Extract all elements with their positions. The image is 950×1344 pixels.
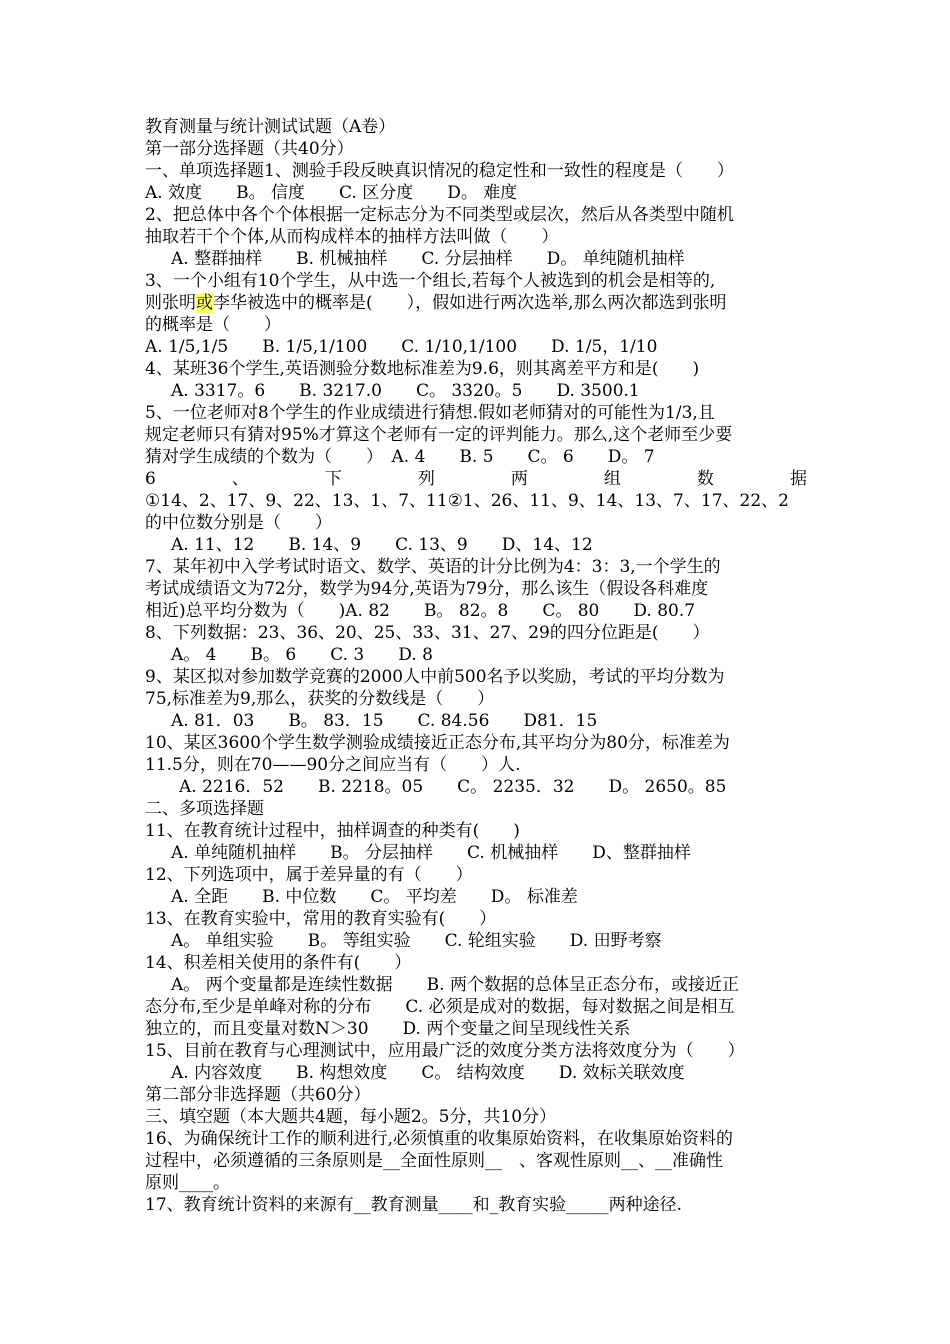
exam-title: 教育测量与统计测试试题（A卷）: [145, 117, 396, 137]
question-12-options: A. 全距 B. 中位数 C。 平均差 D。 标准差: [171, 887, 578, 907]
question-9-options: A. 81．03 B。 83．15 C. 84.56 D81．15: [171, 711, 598, 731]
question-16-cont2: 原则____。: [145, 1173, 230, 1193]
question-9: 9、某区拟对参加数学竞赛的2000人中前500名予以奖励，考试的平均分数为: [145, 667, 725, 687]
question-15: 15、目前在教育与心理测试中，应用最广泛的效度分类方法将效度分为（ ）: [145, 1041, 745, 1061]
text-run: 则张明: [145, 293, 196, 313]
question-16-cont: 过程中，必须遵循的三条原则是__全面性原则__ 、客观性原则__、__准确性: [145, 1151, 723, 1171]
document-body: [145, 116, 807, 1216]
question-7-cont2: 相近)总平均分数为（ )A. 82 B。 82。8 C。 80 D. 80.7: [145, 601, 696, 621]
question-2-cont: 抽取若干个个体,从而构成样本的抽样方法叫做（ ）: [145, 227, 559, 247]
question-3-options: A. 1/5,1/5 B. 1/5,1/100 C. 1/10,1/100 D. 1/5，1/10: [145, 337, 658, 357]
question-3-cont: [145, 292, 807, 314]
question-8-options: A。 4 B。 6 C. 3 D. 8: [171, 645, 433, 665]
question-11-options: A. 单纯随机抽样 B。 分层抽样 C. 机械抽样 D、整群抽样: [171, 843, 691, 863]
question-14-options-cont: 态分布,至少是单峰对称的分布 C. 必须是成对的数据，每对数据之间是相互: [145, 997, 735, 1017]
question-14-options-cont2: 独立的，而且变量对数N＞30 D. 两个变量之间呈现线性关系: [145, 1019, 631, 1039]
question-10-options: A. 2216．52 B. 2218。05 C。 2235．32 D。 2650。85: [179, 777, 727, 797]
question-3-cont2: 的概率是（ ）: [145, 315, 281, 335]
question-16: 16、为确保统计工作的顺利进行,必须慎重的收集原始资料，在收集原始资料的: [145, 1129, 734, 1149]
spread-char: 、: [231, 469, 249, 489]
question-13: 13、在教育实验中，常用的教育实验有( ）: [145, 909, 497, 929]
question-2: 2、把总体中各个个体根据一定标志分为不同类型或层次，然后从各类型中随机: [145, 205, 734, 225]
question-10: 10、某区3600个学生数学测验成绩接近正态分布,其平均分为80分，标准差为: [145, 733, 730, 753]
question-7-cont: 考试成绩语文为72分，数学为94分,英语为79分，那么该生（假设各科难度: [145, 579, 709, 599]
question-14-options: A。 两个变量都是连续性数据 B. 两个数据的总体呈正态分布，或接近正: [171, 975, 739, 995]
question-15-options: A. 内容效度 B. 构想效度 C。 结构效度 D. 效标关联效度: [171, 1063, 685, 1083]
spread-char: 下: [324, 469, 342, 489]
spread-char: 列: [417, 469, 435, 489]
highlighted-text: 或: [196, 293, 213, 313]
question-11: 11、在教育统计过程中，抽样调查的种类有( ): [145, 821, 520, 841]
question-9-cont: 75,标准差为9,那么，获奖的分数线是（ ）: [145, 689, 495, 709]
spread-char: 数: [696, 469, 714, 489]
question-12: 12、下列选项中，属于差异量的有（ ）: [145, 865, 473, 885]
question-7: 7、某年初中入学考试时语文、数学、英语的计分比例为4：3：3,一个学生的: [145, 557, 721, 577]
question-13-options: A。 单组实验 B。 等组实验 C. 轮组实验 D. 田野考察: [171, 931, 662, 951]
question-3: 3、一个小组有10个学生，从中选一个组长,若每个人被选到的机会是相等的,: [145, 271, 716, 291]
text-run: 李华被选中的概率是( ），假如进行两次选举,那么两次都选到张明: [213, 293, 727, 313]
question-5-cont2: 猜对学生成绩的个数为（ ） A. 4 B. 5 C。 6 D。 7: [145, 447, 655, 467]
question-4-options: A. 3317。6 B. 3217.0 C。 3320。5 D. 3500.1: [171, 381, 640, 401]
question-6: [145, 468, 807, 490]
question-1: 一、单项选择题1、测验手段反映真识情况的稳定性和一致性的程度是（ ）: [145, 161, 734, 181]
section-fill-in: 三、填空题（本大题共4题，每小题2。5分，共10分）: [145, 1107, 557, 1127]
question-6-data: ①14、2、17、9、22、13、1、7、11②1、26、11、9、14、13、7、17、22、2: [145, 491, 789, 511]
question-14: 14、积差相关使用的条件有( ）: [145, 953, 412, 973]
section-multiple-choice: 二、多项选择题: [145, 799, 264, 819]
spread-char: 据: [789, 469, 807, 489]
question-6-options: A. 11、12 B. 14、9 C. 13、9 D、14、12: [171, 535, 593, 555]
question-8: 8、下列数据：23、36、20、25、33、31、27、29的四分位距是( ）: [145, 623, 710, 643]
question-5-cont: 规定老师只有猜对95%才算这个老师有一定的评判能力。那么,这个老师至少要: [145, 425, 733, 445]
question-6-cont: 的中位数分别是（ ）: [145, 513, 332, 533]
part2-heading: 第二部分非选择题（共60分）: [145, 1085, 371, 1105]
question-17: 17、教育统计资料的来源有__教育测量____和_教育实验_____两种途径.: [145, 1195, 683, 1215]
question-5: 5、一位老师对8个学生的作业成绩进行猜想.假如老师猜对的可能性为1/3,且: [145, 403, 715, 423]
question-2-options: A. 整群抽样 B. 机械抽样 C. 分层抽样 D。 单纯随机抽样: [171, 249, 685, 269]
question-1-options: A. 效度 B。 信度 C. 区分度 D。 难度: [145, 183, 518, 203]
part1-heading: 第一部分选择题（共40分）: [145, 139, 354, 159]
spread-char: 组: [603, 469, 621, 489]
spread-char: 6: [145, 469, 156, 489]
question-4: 4、某班36个学生,英语测验分数地标准差为9.6，则其离差平方和是( ): [145, 359, 700, 379]
spread-char: 两: [510, 469, 528, 489]
question-10-cont: 11.5分，则在70——90分之间应当有（ ）人.: [145, 755, 521, 775]
